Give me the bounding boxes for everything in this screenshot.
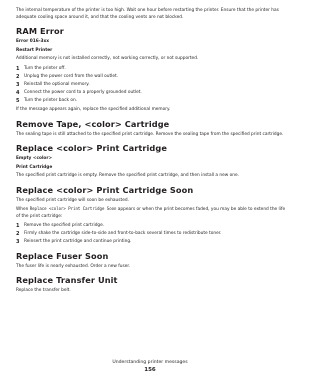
heading-replace-cartridge: Replace <color> Print Cartridge xyxy=(16,143,167,153)
replace-cartridge-sub1: Empty <color> xyxy=(16,156,53,161)
list-item: 4 Connect the power cord to a properly grounded outlet. xyxy=(16,89,142,96)
page-number: 156 xyxy=(144,367,156,373)
page-footer xyxy=(0,359,300,374)
remove-tape-description: The sealing tape is still attached to the specified print cartridge. Remove the sealing tape from the specified print cartridge. xyxy=(16,131,284,137)
replace-cartridge-description: The specified print cartridge is empty. Remove the specified print cartridge, and then install a new one. xyxy=(16,173,239,178)
message-code: Replace <color> Print Cartridge Soon xyxy=(29,206,117,211)
transfer-description: Replace the transfer belt. xyxy=(16,288,71,293)
list-item: 2 Firmly shake the cartridge side-to-side and front-to-back several times to redistribute toner. xyxy=(16,231,222,237)
ram-error-steps xyxy=(16,66,286,105)
ram-error-code: Error 016-3xx xyxy=(16,39,50,44)
replace-cartridge-soon-description: The specified print cartridge will soon be exhausted. xyxy=(16,197,129,203)
list-item: 3 Reinsert the print cartridge and continue printing. xyxy=(16,239,132,245)
list-item: 1 Remove the specified print cartridge. xyxy=(16,223,105,229)
replace-cartridge-soon-steps xyxy=(16,223,286,246)
intro-paragraph: The internal temperature of the printer is too high. Wait one hour before restarting the printer. Ensure that the printer has adequate cooling space around it, and that the cooling vents are not blocked. xyxy=(16,8,279,20)
list-item: 3 Reinstall the optional memory. xyxy=(16,81,90,88)
replace-cartridge-sub2: Print Cartridge xyxy=(16,164,53,170)
ram-error-subhead: Restart Printer xyxy=(16,47,53,53)
replace-cartridge-soon-when: When Replace <color> Print Cartridge Soon appears or when the print becomes faded, you may be able to extend the life of the print cartridge: xyxy=(16,206,286,219)
heading-ram-error: RAM Error xyxy=(16,26,64,36)
heading-remove-tape: Remove Tape, <color> Cartridge xyxy=(16,118,170,129)
heading-replace-cartridge-soon: Replace <color> Print Cartridge Soon xyxy=(16,184,194,195)
list-item: 5 Turn the printer back on. xyxy=(16,97,78,104)
ram-error-note: If the message appears again, replace the specified additional memory. xyxy=(16,107,171,112)
fuser-description: The fuser life is nearly exhausted. Order a new fuser. xyxy=(16,263,131,269)
document-page xyxy=(16,8,286,298)
heading-replace-fuser-soon: Replace Fuser Soon xyxy=(16,250,109,261)
ram-error-description: Additional memory is not installed correctly, not working correctly, or not supported. xyxy=(16,56,199,61)
footer-title: Understanding printer messages xyxy=(112,360,188,365)
list-item: 1 Turn the printer off. xyxy=(16,65,66,72)
list-item: 2 Unplug the power cord from the wall outlet. xyxy=(16,73,119,80)
heading-replace-transfer-unit: Replace Transfer Unit xyxy=(16,275,118,285)
